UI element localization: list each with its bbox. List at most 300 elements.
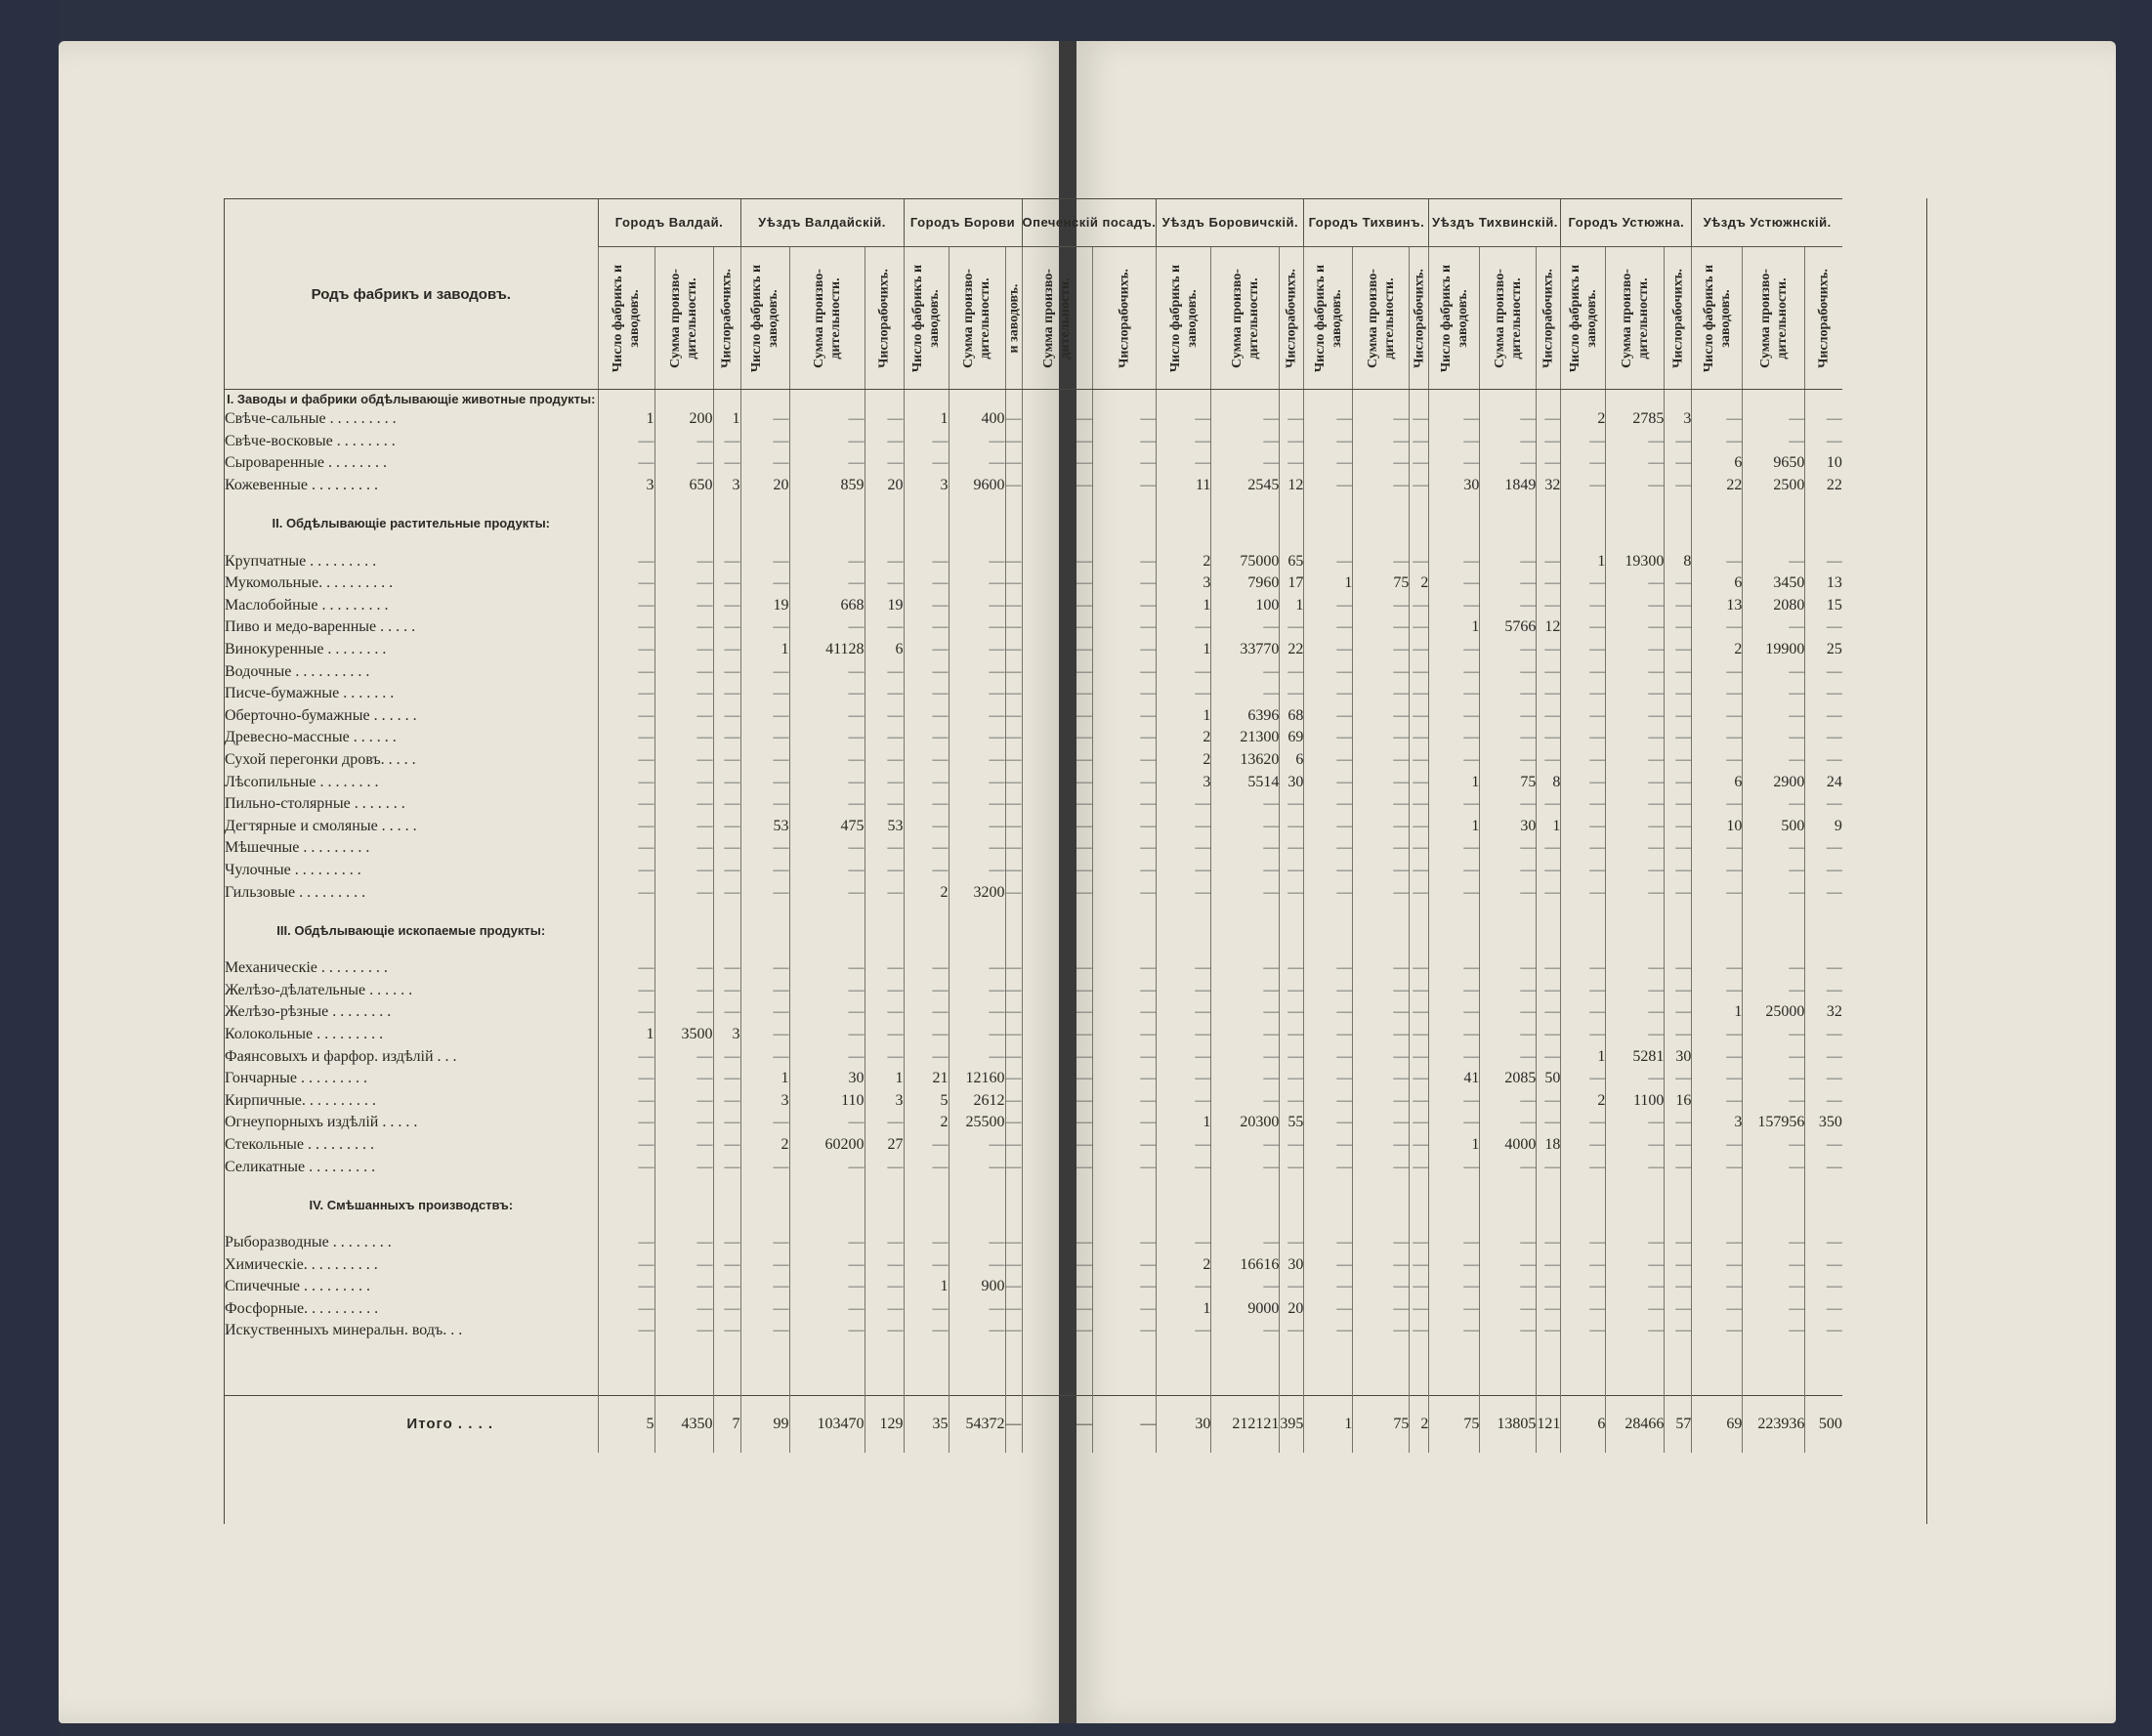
total-cell: 35	[904, 1395, 949, 1453]
table-cell: —	[1022, 1045, 1093, 1068]
table-cell: —	[654, 1276, 713, 1298]
table-cell: —	[1304, 1068, 1353, 1090]
section-title: I. Заводы и фабрики обдѣлывающіе животные продукты:	[227, 392, 596, 406]
table-cell: —	[740, 793, 789, 816]
column-header	[1211, 247, 1280, 390]
row-label: Селикатные . . . . . . . . .	[225, 1158, 376, 1175]
table-cell: —	[1665, 475, 1692, 497]
table-cell: —	[740, 727, 789, 749]
total-cell: 129	[865, 1395, 904, 1453]
table-cell: —	[1805, 1320, 1842, 1342]
table-cell: —	[904, 837, 949, 860]
table-cell: —	[1410, 860, 1429, 882]
table-cell: —	[740, 572, 789, 595]
row-label: Желѣзо-рѣзные . . . . . . . .	[225, 1003, 392, 1021]
table-cell: —	[1692, 881, 1743, 904]
table-cell: 2	[1410, 572, 1429, 595]
table-cell: —	[1606, 1253, 1665, 1276]
total-cell: —	[1022, 1395, 1093, 1453]
table-cell: —	[713, 705, 740, 728]
table-cell: —	[1537, 550, 1561, 572]
table-cell: —	[1304, 1001, 1353, 1024]
column-header-label: Число фабрикъ и заводовъ.	[749, 264, 781, 372]
table-cell: —	[1353, 1298, 1410, 1321]
row-label: Искуственныхъ минеральн. водъ. . .	[225, 1322, 463, 1339]
table-cell: —	[1157, 1232, 1211, 1254]
total-cell: —	[1093, 1395, 1157, 1453]
table-cell: —	[1093, 683, 1157, 705]
table-cell: —	[740, 860, 789, 882]
table-cell: —	[740, 550, 789, 572]
table-cell: —	[1743, 793, 1805, 816]
table-cell: —	[1480, 550, 1537, 572]
table-cell: —	[1692, 749, 1743, 772]
table-cell: —	[1606, 979, 1665, 1001]
table-cell: —	[1304, 616, 1353, 639]
table-cell: —	[1410, 1320, 1429, 1342]
table-cell: —	[1022, 408, 1093, 431]
table-cell: —	[740, 1045, 789, 1068]
table-cell: —	[1410, 1276, 1429, 1298]
total-row	[225, 1395, 1842, 1453]
table-cell: —	[904, 1024, 949, 1046]
table-cell: 8	[1537, 771, 1561, 793]
table-cell: 350	[1805, 1112, 1842, 1134]
table-cell: —	[789, 683, 865, 705]
column-header	[1093, 247, 1157, 390]
table-cell: —	[1665, 452, 1692, 475]
table-row	[225, 1045, 1842, 1068]
table-cell: 2	[1157, 727, 1211, 749]
table-cell: —	[654, 957, 713, 980]
row-header-title: Родъ фабрикъ и заводовъ.	[225, 199, 598, 390]
table-cell: —	[1093, 431, 1157, 453]
table-cell: —	[1022, 881, 1093, 904]
table-cell: —	[654, 1089, 713, 1112]
table-cell: —	[1157, 1045, 1211, 1068]
table-cell: —	[740, 408, 789, 431]
table-cell: —	[1022, 1001, 1093, 1024]
total-cell: 103470	[789, 1395, 865, 1453]
table-cell: —	[1692, 616, 1743, 639]
table-cell: —	[1743, 1298, 1805, 1321]
table-cell: —	[789, 705, 865, 728]
table-cell: —	[598, 1232, 654, 1254]
table-cell: —	[1665, 1253, 1692, 1276]
table-cell: —	[1743, 1024, 1805, 1046]
table-cell: —	[654, 860, 713, 882]
table-cell: —	[1480, 408, 1537, 431]
table-cell: —	[1537, 408, 1561, 431]
table-cell: 22	[1280, 639, 1304, 661]
table-cell: —	[1805, 1089, 1842, 1112]
table-cell: —	[789, 1253, 865, 1276]
table-cell: —	[1211, 1045, 1280, 1068]
table-cell: —	[713, 1068, 740, 1090]
column-header-label: Сумма произво-дительности.	[961, 268, 992, 368]
table-cell: —	[1561, 816, 1606, 838]
table-cell: —	[1537, 595, 1561, 617]
table-cell: 1	[713, 408, 740, 431]
table-cell: 1	[598, 408, 654, 431]
table-cell: —	[598, 1001, 654, 1024]
table-cell: —	[1005, 957, 1022, 980]
table-cell: —	[1429, 408, 1480, 431]
table-cell: —	[865, 1045, 904, 1068]
table-cell: —	[1606, 1232, 1665, 1254]
table-cell: —	[1537, 1001, 1561, 1024]
column-header-label: Сумма произво-дительности.	[1492, 268, 1524, 368]
table-cell: —	[1280, 793, 1304, 816]
table-cell: —	[865, 616, 904, 639]
table-cell: —	[1304, 1298, 1353, 1321]
table-cell: —	[1005, 979, 1022, 1001]
table-cell: —	[865, 1156, 904, 1178]
table-cell: 2	[1692, 639, 1743, 661]
table-cell: —	[713, 837, 740, 860]
table-cell: —	[949, 595, 1005, 617]
table-cell: —	[789, 431, 865, 453]
table-cell: —	[1537, 1112, 1561, 1134]
table-cell: —	[1561, 431, 1606, 453]
group-header: Уѣздъ Боровичскій.	[1157, 199, 1304, 247]
table-cell: —	[1280, 408, 1304, 431]
table-cell: —	[1743, 683, 1805, 705]
table-cell: —	[949, 660, 1005, 683]
table-cell: —	[1353, 1276, 1410, 1298]
table-cell: —	[1561, 1253, 1606, 1276]
table-cell: —	[1665, 431, 1692, 453]
table-cell: —	[1304, 957, 1353, 980]
table-cell: —	[1537, 660, 1561, 683]
table-cell: —	[1429, 550, 1480, 572]
table-cell: —	[713, 1112, 740, 1134]
table-cell: —	[1743, 1156, 1805, 1178]
table-cell: —	[1805, 749, 1842, 772]
table-cell: 2	[904, 1112, 949, 1134]
table-cell: 650	[654, 475, 713, 497]
table-cell: —	[1537, 979, 1561, 1001]
table-cell: —	[1211, 793, 1280, 816]
table-cell: —	[1157, 1001, 1211, 1024]
table-cell: 1	[740, 639, 789, 661]
table-cell: —	[1022, 616, 1093, 639]
table-cell: —	[1665, 595, 1692, 617]
table-cell: 200	[654, 408, 713, 431]
table-cell: 30	[789, 1068, 865, 1090]
table-cell: 3200	[949, 881, 1005, 904]
table-cell: —	[1480, 1089, 1537, 1112]
table-cell: 9600	[949, 475, 1005, 497]
table-cell: —	[1005, 1298, 1022, 1321]
table-cell: 1	[1537, 816, 1561, 838]
column-header-label: Числорабочихъ.	[1412, 268, 1427, 368]
row-label: Чулочные . . . . . . . . .	[225, 861, 361, 878]
table-cell: —	[713, 1156, 740, 1178]
table-cell: —	[949, 550, 1005, 572]
table-cell: —	[1692, 957, 1743, 980]
table-cell: —	[1410, 550, 1429, 572]
table-cell: —	[598, 837, 654, 860]
table-cell: —	[1480, 860, 1537, 882]
table-cell: —	[1606, 816, 1665, 838]
table-cell: —	[1606, 837, 1665, 860]
table-cell: —	[1665, 705, 1692, 728]
table-cell: —	[1005, 475, 1022, 497]
table-cell: —	[740, 979, 789, 1001]
table-cell: —	[1606, 793, 1665, 816]
table-cell: —	[654, 683, 713, 705]
table-cell: —	[713, 639, 740, 661]
total-cell: 212121	[1211, 1395, 1280, 1453]
table-cell: —	[1665, 639, 1692, 661]
table-cell: —	[1561, 660, 1606, 683]
table-cell: —	[904, 1134, 949, 1157]
table-row	[225, 1024, 1842, 1046]
table-row	[225, 1298, 1842, 1321]
table-cell: —	[1665, 660, 1692, 683]
table-cell: —	[1537, 1045, 1561, 1068]
row-label: Стекольные . . . . . . . . .	[225, 1135, 374, 1153]
table-cell: —	[1005, 683, 1022, 705]
table-cell: —	[789, 979, 865, 1001]
table-cell: —	[1606, 881, 1665, 904]
table-cell: —	[598, 1253, 654, 1276]
table-cell: 19300	[1606, 550, 1665, 572]
table-cell: —	[1606, 1298, 1665, 1321]
row-label: Рыборазводные . . . . . . . .	[225, 1234, 392, 1251]
table-cell: —	[1353, 793, 1410, 816]
table-cell: —	[789, 1024, 865, 1046]
table-cell: 75	[1353, 572, 1410, 595]
table-cell: —	[1280, 1156, 1304, 1178]
table-cell: —	[1304, 1134, 1353, 1157]
table-cell: —	[1093, 475, 1157, 497]
table-cell: —	[904, 979, 949, 1001]
row-label: Мукомольные. . . . . . . . . .	[225, 574, 394, 592]
table-cell: —	[654, 1253, 713, 1276]
table-cell: —	[949, 1134, 1005, 1157]
table-cell: —	[1743, 1232, 1805, 1254]
table-cell: —	[1561, 1298, 1606, 1321]
table-cell: 6	[1692, 572, 1743, 595]
table-cell: —	[598, 860, 654, 882]
table-cell: —	[1561, 1024, 1606, 1046]
table-cell: —	[1692, 1089, 1743, 1112]
table-cell: —	[740, 1156, 789, 1178]
table-cell: —	[1022, 860, 1093, 882]
table-cell: —	[654, 616, 713, 639]
table-cell: —	[1692, 727, 1743, 749]
table-cell: —	[1606, 705, 1665, 728]
table-cell: —	[1280, 452, 1304, 475]
table-cell: —	[904, 616, 949, 639]
total-cell: 1	[1304, 1395, 1353, 1453]
column-header	[1005, 247, 1022, 390]
table-cell: 100	[1211, 595, 1280, 617]
table-cell: 12	[1280, 475, 1304, 497]
table-cell: —	[1537, 1320, 1561, 1342]
table-cell: —	[713, 1253, 740, 1276]
table-cell: —	[598, 1298, 654, 1321]
table-cell: 17	[1280, 572, 1304, 595]
table-cell: —	[949, 771, 1005, 793]
table-cell: —	[1606, 749, 1665, 772]
table-cell: —	[1410, 957, 1429, 980]
table-cell: —	[1022, 595, 1093, 617]
table-cell: 20300	[1211, 1112, 1280, 1134]
table-row	[225, 1089, 1842, 1112]
table-cell: —	[949, 816, 1005, 838]
table-cell: —	[1561, 749, 1606, 772]
table-cell: 13620	[1211, 749, 1280, 772]
table-cell: —	[654, 1156, 713, 1178]
table-cell: —	[865, 749, 904, 772]
total-cell: 395	[1280, 1395, 1304, 1453]
table-cell: —	[1005, 1045, 1022, 1068]
table-cell: —	[1211, 408, 1280, 431]
table-cell: —	[1480, 1024, 1537, 1046]
table-cell: —	[1429, 452, 1480, 475]
table-cell: 19900	[1743, 639, 1805, 661]
table-cell: —	[1353, 431, 1410, 453]
table-cell: —	[1304, 749, 1353, 772]
table-cell: 668	[789, 595, 865, 617]
table-row	[225, 705, 1842, 728]
column-header	[789, 247, 865, 390]
table-cell: —	[1304, 1253, 1353, 1276]
table-cell: 2900	[1743, 771, 1805, 793]
table-cell: —	[865, 771, 904, 793]
table-cell: —	[1429, 1089, 1480, 1112]
table-cell: —	[1480, 431, 1537, 453]
table-cell: —	[1743, 408, 1805, 431]
table-row	[225, 595, 1842, 617]
table-cell: —	[1410, 595, 1429, 617]
table-cell: —	[1093, 572, 1157, 595]
table-cell: —	[1429, 727, 1480, 749]
table-cell: —	[1665, 683, 1692, 705]
table-cell: —	[1561, 727, 1606, 749]
table-cell: —	[1561, 1001, 1606, 1024]
table-cell: —	[1157, 793, 1211, 816]
table-row	[225, 1134, 1842, 1157]
column-header-label: Числорабочихъ.	[876, 268, 892, 368]
table-cell: —	[904, 771, 949, 793]
table-cell: —	[1743, 1253, 1805, 1276]
table-cell: —	[1429, 683, 1480, 705]
table-cell: —	[1805, 1253, 1842, 1276]
total-cell: 30	[1157, 1395, 1211, 1453]
row-label: Свѣче-сальные . . . . . . . . .	[225, 410, 397, 428]
table-cell: —	[1005, 431, 1022, 453]
table-row	[225, 452, 1842, 475]
table-cell: —	[654, 1298, 713, 1321]
row-label: Химическіе. . . . . . . . . .	[225, 1255, 378, 1273]
table-cell: —	[1280, 1276, 1304, 1298]
table-cell: —	[1304, 1156, 1353, 1178]
table-cell: —	[1805, 860, 1842, 882]
table-cell: 3	[713, 1024, 740, 1046]
table-cell: —	[713, 1232, 740, 1254]
table-cell: —	[1280, 979, 1304, 1001]
table-cell: —	[1304, 727, 1353, 749]
table-cell: 475	[789, 816, 865, 838]
table-cell: —	[1692, 705, 1743, 728]
table-cell: —	[789, 881, 865, 904]
table-cell: —	[1211, 1134, 1280, 1157]
table-cell: 30	[1280, 771, 1304, 793]
table-cell: —	[598, 816, 654, 838]
table-cell: 6396	[1211, 705, 1280, 728]
table-cell: —	[1805, 705, 1842, 728]
table-cell: —	[789, 771, 865, 793]
table-cell: —	[1410, 1001, 1429, 1024]
table-cell: —	[904, 1253, 949, 1276]
table-cell: —	[1353, 408, 1410, 431]
table-cell: —	[1692, 1232, 1743, 1254]
table-cell: 1	[1157, 1112, 1211, 1134]
total-cell: 500	[1805, 1395, 1842, 1453]
table-cell: —	[713, 660, 740, 683]
table-cell: —	[1429, 1045, 1480, 1068]
table-row	[225, 431, 1842, 453]
total-cell: 4350	[654, 1395, 713, 1453]
table-cell: —	[1353, 1089, 1410, 1112]
table-cell: —	[789, 793, 865, 816]
table-cell: —	[1093, 979, 1157, 1001]
table-cell: 1100	[1606, 1089, 1665, 1112]
table-cell: —	[1211, 860, 1280, 882]
table-cell: —	[1429, 595, 1480, 617]
table-cell: 1	[1429, 1134, 1480, 1157]
table-cell: —	[1429, 979, 1480, 1001]
table-cell: —	[789, 452, 865, 475]
table-cell: —	[1606, 1001, 1665, 1024]
table-cell: 900	[949, 1276, 1005, 1298]
table-cell: —	[654, 595, 713, 617]
table-cell: —	[1157, 452, 1211, 475]
table-cell: —	[1022, 475, 1093, 497]
table-cell: —	[1304, 793, 1353, 816]
table-cell: —	[1304, 1045, 1353, 1068]
total-cell: 6	[1561, 1395, 1606, 1453]
table-cell: —	[1692, 979, 1743, 1001]
table-cell: —	[1805, 616, 1842, 639]
table-cell: —	[865, 1253, 904, 1276]
table-cell: —	[1537, 683, 1561, 705]
table-cell: —	[865, 408, 904, 431]
table-cell: —	[1480, 572, 1537, 595]
table-cell: 16616	[1211, 1253, 1280, 1276]
table-cell: —	[1410, 979, 1429, 1001]
table-cell: —	[1093, 705, 1157, 728]
table-cell: —	[1429, 639, 1480, 661]
table-cell: —	[904, 660, 949, 683]
table-cell: —	[1353, 1134, 1410, 1157]
table-cell: —	[1665, 957, 1692, 980]
table-cell: —	[1805, 660, 1842, 683]
table-cell: —	[1561, 979, 1606, 1001]
table-cell: —	[1606, 475, 1665, 497]
table-cell: —	[1743, 1320, 1805, 1342]
table-cell: —	[904, 860, 949, 882]
table-cell: 7960	[1211, 572, 1280, 595]
table-cell: —	[1561, 616, 1606, 639]
table-cell: —	[1157, 1156, 1211, 1178]
row-label: Древесно-массные . . . . . .	[225, 729, 397, 746]
table-cell: —	[1606, 572, 1665, 595]
